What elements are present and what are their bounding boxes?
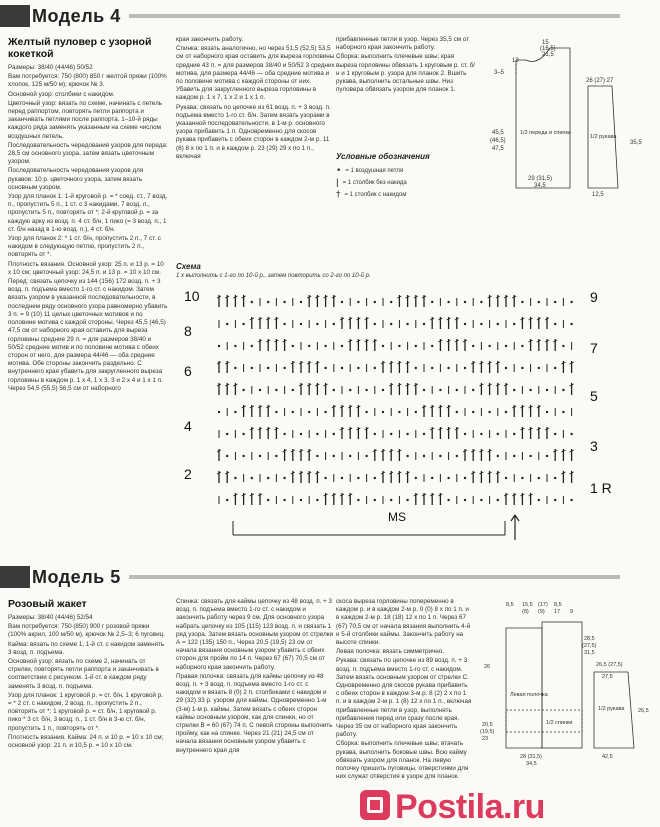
m5-front-outline — [506, 628, 542, 748]
chain-mark — [546, 389, 548, 391]
m4-lbl-455: 45,5 — [492, 130, 504, 136]
chain-mark — [357, 477, 359, 479]
m5-c2-p1: Правая полочка: связать для каймы цепочку из 48 возд. п. + 3 возд. п. подъема вместо 1-го ст. с накидом и вязать 8 (0) 2 п. столбиками с накидом и 29 (32) 33 р. узором для каймы. Одновременно 1-м (3-м) 1-м р. каймы. Затем вязать с обеих сторон каймы основным узором, как для спинки, но от стрелки В = 60 (67) 74 п. С левой стороны выполнить пройму, как на спинке. Через 21 (21) 24,5 см от начала вязания основным узором убавить с внутреннего края для — [176, 672, 333, 754]
chain-mark — [439, 389, 441, 391]
m5-p3: Основной узор: вязать по схеме 2, начинать от стрелки, повторять петли раппорта и заканчивать в соответствии с рисунком. 1-й ст. в каждом ряду заменять 3 возд. п. подъема. — [8, 658, 159, 690]
chain-mark — [570, 301, 572, 303]
chain-mark — [423, 323, 425, 325]
chain-mark — [374, 301, 376, 303]
m4-lbl-16: (16,5) — [540, 46, 556, 52]
chain-mark — [374, 499, 376, 501]
chain-mark — [431, 367, 433, 369]
legend-sc-label: = 1 столбик без накида — [342, 180, 407, 186]
chain-mark — [472, 345, 474, 347]
chain-mark — [300, 499, 302, 501]
chain-mark — [570, 433, 572, 435]
single-crochet-icon: ǀ — [336, 178, 339, 188]
model5-title: Модель 5 — [32, 566, 121, 587]
chain-mark — [324, 477, 326, 479]
chain-mark — [349, 389, 351, 391]
m5-lbl-half-back: 1/2 спинки — [546, 720, 573, 726]
m4-p5: Последовательность чередования узоров для рукавов: 10 р. цветочного узора, затем вязать основным узором. — [8, 167, 144, 191]
chain-mark — [546, 411, 548, 413]
postila-logo-icon — [358, 788, 392, 822]
m4-lbl-35: 3–5 — [494, 70, 505, 76]
row-label-6: 6 — [184, 363, 192, 379]
m4-lbl-15: 15 — [542, 40, 549, 46]
chain-mark — [390, 499, 392, 501]
model5-col3 — [336, 598, 472, 782]
chain-mark — [521, 477, 523, 479]
chain-mark — [226, 455, 228, 457]
model5-schematic — [478, 598, 658, 782]
chain-mark — [365, 455, 367, 457]
chain-mark — [480, 433, 482, 435]
m5-lbl-sleeve: 1/2 рукава — [598, 706, 625, 712]
chain-mark — [251, 345, 253, 347]
chain-mark — [382, 389, 384, 391]
m4-lbl-125: 12,5 — [592, 192, 604, 198]
row-label-4: 4 — [184, 418, 192, 434]
model4-heading: Желтый пуловер с узорной кокеткой — [8, 36, 152, 60]
chain-mark — [406, 323, 408, 325]
model4-title: Модель 4 — [32, 5, 121, 26]
model4-col3 — [336, 36, 476, 95]
m5-back-outline — [542, 622, 582, 748]
chain-mark — [513, 389, 515, 391]
row-label-9: 9 — [590, 289, 598, 305]
m4-p3: Цветочный узор: вязать по схеме, начинать с петель перед раппортом, повторять петли раппорта и заканчивать петлями после раппорта. 1–10-й ряды каждого ряда заменять указанным на схеме числом воздушных петель. — [8, 99, 163, 140]
chain-mark — [431, 301, 433, 303]
chain-mark — [529, 389, 531, 391]
chain-mark — [292, 411, 294, 413]
chain-mark — [390, 301, 392, 303]
chain-mark — [472, 389, 474, 391]
chain-mark — [251, 367, 253, 369]
chain-mark — [554, 499, 556, 501]
m4-c3-p0: прибавленные петли в узор. Через 35,5 см от наборного края закончить работу. — [336, 36, 470, 52]
chain-mark — [497, 455, 499, 457]
m4-lbl-26: 26 (27) 27 — [586, 78, 614, 84]
chain-mark — [562, 389, 564, 391]
chain-mark — [234, 477, 236, 479]
chain-mark — [406, 499, 408, 501]
m5-c2-p0: Спинка: связать для каймы цепочку из 48 возд. п. + 3 возд. п. подъема вместо 1-го ст. с накидом и закончить работу через 9 см. Для основного узора набрать цепочку из 105 (115) 123 возд. п. и связать 1 ряд узора. Затем вязать основным узором от стрелки А = 122 (135) 150 п., Через 20,5 (19,5) 23 см от начала вязания основным узором убавить с обеих сторон для пройм по 14 п. Через 67 (67) 70,5 см от наборного края закончить работу. — [176, 598, 334, 671]
chain-mark — [308, 411, 310, 413]
chain-stitch-icon: • — [336, 166, 342, 176]
chain-mark — [472, 411, 474, 413]
m4-lbl-half: 1/2 переда и спинки — [520, 130, 571, 136]
chain-mark — [562, 345, 564, 347]
chain-mark — [349, 455, 351, 457]
m5-lbl-275: (27,5) — [582, 643, 597, 649]
chain-mark — [242, 433, 244, 435]
m5-lbl-285: 28,5 — [584, 636, 595, 642]
row-label-7: 7 — [590, 340, 598, 356]
m4-p8: Плотность вязания. Основной узор: 25 п. и 13 р. = 10 х 10 см; цветочный узор: 24,5 п. и 13 р. = 10 х 10 см. — [8, 260, 164, 276]
m5-lbl-h: 9 — [570, 609, 574, 615]
chain-mark — [333, 455, 335, 457]
chain-mark — [300, 323, 302, 325]
chain-mark — [439, 455, 441, 457]
chain-mark — [341, 367, 343, 369]
m4-p4: Последовательность чередования узоров для переда: 28,5 см основного узора, затем вязать цветочным узором. — [8, 141, 168, 166]
chain-mark — [218, 411, 220, 413]
legend-title: Условные обозначения — [336, 152, 430, 161]
chain-mark — [333, 323, 335, 325]
m5-lbl-195: (19,5) — [480, 729, 495, 735]
m5-p5: Плотность вязания. Кайма: 24 п. и 10 р. = 10 х 10 см; основной узор: 21 п. и 10,5 р. = 10 х 10 см. — [8, 733, 164, 750]
m5-lbl-23: 23 — [482, 736, 489, 742]
m4-p6: Узор для планок 1: 1-й круговой р. = * соед. ст., 7 возд. п., пропустить 5 п., 1 ст. с 3 накидами, 7 возд. п., пропустить 5 п., повторять от *; 2-й круговой р. = за каждую арку из возд. п. 4 ст. б/н, 1 пико (= 3 возд. п., 1 ст. б/н назад в 1-ю возд. п.), 4 ст. б/н. — [8, 193, 168, 233]
chain-mark — [464, 367, 466, 369]
chain-mark — [431, 477, 433, 479]
m4-c3-p1: Сборка: выполнить плечевые швы; края выреза горловины обвязать 1 круговым р. ст. б/н и 1 круговым р. узора для планок 2. Вшить рукава, выполнить остальные швы. Низ пуловера обвязать узором для планок 1. — [336, 53, 476, 94]
chain-mark — [341, 477, 343, 479]
m5-lbl-f: (9) — [538, 609, 545, 615]
chain-mark — [283, 477, 285, 479]
m5-c3-p1: Левая полочка: вязать симметрично. — [336, 648, 445, 656]
chain-mark — [505, 367, 507, 369]
model5-heading: Розовый жакет — [8, 598, 87, 610]
m4-c2-p0: края закончить работу. — [176, 36, 244, 43]
m4-lbl-345: 34,5 — [534, 183, 546, 189]
chain-mark — [374, 433, 376, 435]
chain-mark — [234, 411, 236, 413]
chain-mark — [554, 301, 556, 303]
chain-mark — [480, 301, 482, 303]
chain-mark — [292, 389, 294, 391]
m4-p1: Вам потребуется: 750 (800) 850 г желтой пряжи (100% хлопок, 125 м/50 м); крючок № 3. — [8, 73, 167, 89]
chain-mark — [218, 345, 220, 347]
legend-item-sc — [336, 178, 407, 188]
chain-mark — [382, 411, 384, 413]
m4-p7: Узор для планок 2: * 1 ст. б/н, пропустить 2 п., 7 ст. с накидом в следующую петлю, пропустить 2 п., повторять от *. — [8, 235, 161, 259]
chain-mark — [226, 433, 228, 435]
chain-mark — [251, 301, 253, 303]
chain-mark — [488, 345, 490, 347]
repeat-label: MS — [388, 510, 406, 524]
m4-body-outline — [516, 48, 570, 188]
chain-mark — [554, 323, 556, 325]
schema-title: Схема — [176, 262, 201, 271]
chain-mark — [554, 477, 556, 479]
chain-mark — [464, 477, 466, 479]
m5-lbl-28: 28 (31,5) — [520, 754, 543, 760]
chain-mark — [308, 345, 310, 347]
chain-mark — [488, 411, 490, 413]
m5-lbl-sl2: 27,5 — [602, 674, 613, 680]
chain-mark — [341, 301, 343, 303]
m5-lbl-345: 34,5 — [526, 761, 537, 767]
row-label-10: 10 — [184, 288, 200, 304]
chain-mark — [341, 345, 343, 347]
legend-dc-label: = 1 столбик с накидом — [344, 192, 407, 198]
m4-c2-p2: Рукава: связать по цепочке из 61 возд. п. + 3 возд. п. подъема вместо 1-го ст. б/н. Затем вязать узорами в указанной последовательности, в 1-м р. основного узора прибавить 1 п. Одновременно для скосов рукава прибавить с обеих сторон в каждом 2-м р. 11 (8) 8 х по 1 п. и в каждом р. 23 (29) 29 х по 1 п., включая — [176, 103, 331, 160]
m4-lbl-465: (46,5) — [490, 138, 506, 144]
crochet-chart — [215, 285, 590, 545]
chain-mark — [283, 433, 285, 435]
chain-mark — [505, 345, 507, 347]
chain-mark — [529, 455, 531, 457]
banner-rule — [129, 575, 620, 579]
legend-chain-label: = 1 воздушная петля — [345, 168, 404, 174]
double-crochet-icon: † — [336, 190, 341, 200]
chain-mark — [447, 367, 449, 369]
banner-bar — [0, 5, 30, 27]
m4-lbl-13: 13 — [512, 58, 519, 64]
chain-mark — [423, 433, 425, 435]
row-label-2: 2 — [184, 466, 192, 482]
chain-mark — [316, 433, 318, 435]
chain-mark — [226, 499, 228, 501]
chain-mark — [562, 411, 564, 413]
chain-mark — [538, 367, 540, 369]
m5-lbl-left-front: Левая полочка — [510, 692, 548, 698]
row-label-8: 8 — [184, 323, 192, 339]
chain-mark — [521, 301, 523, 303]
chain-mark — [398, 345, 400, 347]
chain-mark — [415, 345, 417, 347]
chain-mark — [447, 301, 449, 303]
chain-mark — [283, 367, 285, 369]
chain-mark — [538, 477, 540, 479]
chain-mark — [259, 455, 261, 457]
m5-p2: Кайма: вязать по схеме 1, 1-й ст. с накидом заменять 3 возд. п. подъема. — [8, 640, 165, 656]
chain-mark — [259, 389, 261, 391]
schema-note: 1 х выполнить с 1-го по 10-й р., затем повторить со 2-го по 10-й р. — [176, 273, 371, 279]
chain-mark — [505, 411, 507, 413]
chain-mark — [275, 389, 277, 391]
chain-mark — [324, 367, 326, 369]
m5-lbl-425: 42,5 — [602, 754, 613, 760]
m5-c3-p2: Рукава: связать по цепочке из 89 возд. п. + 3 возд. п. подъема вместо 1-го ст. с накидом. Затем вязать основным узором от стрелки С. Одновременно для скосов рукава прибавить с обеих сторон в каждом 3-м р. 8 (2) 2 х по 1 п. и в каждом 2-м р. 1 (8) 12 х по 1 п., включая прибавленные петли в узор, выполнять прибавления перед или сразу после края. Через 35 см от наборного края закончить работу. — [336, 657, 472, 739]
chain-mark — [423, 389, 425, 391]
chain-mark — [415, 411, 417, 413]
m5-lbl-315: 31,5 — [584, 650, 595, 656]
chain-mark — [365, 411, 367, 413]
m4-p0: Размеры: 38/40 (44/46) 50/52 — [8, 64, 93, 71]
chain-mark — [374, 367, 376, 369]
m5-p4: Узор для планок: 1 круговой р. = ст. б/н, 1 круговой р. = * 2 ст. с накидом, 2 возд. п., пропустить 2 п., повторять от *; 1 круговой р. = ст. б/н, 1 круговой р. пико * 3 ст. б/н, 3 возд. п., 1 ст. б/н в 3-ю ст. б/н, пропустить 1 п., повторять от *. — [8, 691, 163, 732]
chain-mark — [521, 367, 523, 369]
postila-watermark: Postila.ru — [395, 788, 545, 826]
m4-lbl-355: 35,5 — [630, 140, 642, 146]
chain-mark — [333, 389, 335, 391]
chain-mark — [513, 433, 515, 435]
m4-lbl-29: 29 (31,5) — [528, 176, 553, 182]
chain-mark — [324, 411, 326, 413]
chain-mark — [480, 499, 482, 501]
chain-mark — [333, 433, 335, 435]
chain-mark — [275, 411, 277, 413]
chain-mark — [316, 455, 318, 457]
m5-lbl-e: (8) — [522, 609, 529, 615]
chain-mark — [497, 323, 499, 325]
chain-mark — [242, 323, 244, 325]
chain-mark — [283, 323, 285, 325]
m5-lbl-sl1: 26,5 (27,5) — [596, 662, 623, 668]
chain-mark — [497, 499, 499, 501]
chain-mark — [357, 301, 359, 303]
chain-mark — [513, 323, 515, 325]
chain-mark — [415, 367, 417, 369]
chain-mark — [456, 411, 458, 413]
chain-mark — [415, 477, 417, 479]
chain-mark — [267, 477, 269, 479]
m5-lbl-a: 8,5 — [506, 602, 514, 608]
chain-mark — [521, 345, 523, 347]
m5-lbl-b: 15,5 — [522, 602, 533, 608]
chain-mark — [406, 455, 408, 457]
row-label-5: 5 — [590, 388, 598, 404]
m4-c2-p1: Спинка: вязать аналогично, но через 51,5 (52,5) 53,5 см от наборного края оставить для выреза горловины средние 43 п. = для размеров 38/40 и 50/52 3 средних мотива, для размера 44/46 — оба средние мотива и по половине мотива с каждой стороны от них. Убавить для закругленного выреза горловины в каждом р. 1 х 7, 1 х 2 и 1 х 1 п. — [176, 45, 335, 102]
model4-schematic — [478, 38, 658, 198]
m4-lbl-475: 47,5 — [492, 146, 504, 152]
chain-mark — [497, 433, 499, 435]
chain-mark — [546, 455, 548, 457]
m5-lbl-d: 8,5 — [554, 602, 562, 608]
m5-lbl-g: 17 — [554, 609, 561, 615]
chain-mark — [464, 301, 466, 303]
model4-col2 — [176, 36, 336, 162]
chain-mark — [365, 389, 367, 391]
m4-p9: Перед: связать цепочку из 144 (156) 172 возд. п. + 3 возд. п. подъема вместо 1-го ст. с накидом. Затем вязать узором в указанной последовательности, в последнем ряду основного узора равномерно убавить 3 п. = 9 (10) 11 целых цветочных мотивов и по половине мотива с каждой стороны. Через 45,5 (46,5) 47,5 см от наборного края оставить для выреза горловины средние 29 п. = для размеров 38/40 и 50/52 средние мотив и по половине мотива с обеих сторон от него, для размера 44/46 — оба средние мотива. Обе стороны закончить раздельно. С внутреннего края убавить для закругленного выреза горловины в каждом р. 1 х 4, 1 х 3, 3 и 2 х 4 и 1 х 1 п. Через 54,5 (55,5) 56,5 см от наборного — [8, 278, 168, 392]
legend-item-chain — [336, 166, 403, 176]
m5-lbl-c: (17) — [538, 602, 548, 608]
legend-item-dc — [336, 190, 406, 200]
chain-mark — [464, 499, 466, 501]
chain-mark — [275, 455, 277, 457]
chain-mark — [382, 345, 384, 347]
chain-mark — [447, 477, 449, 479]
m4-p2: Основной узор: столбики с накидом. — [8, 90, 115, 98]
chain-mark — [390, 433, 392, 435]
chain-mark — [300, 433, 302, 435]
chain-mark — [357, 499, 359, 501]
chain-mark — [374, 323, 376, 325]
chain-mark — [554, 367, 556, 369]
m4-lbl-21: 21,5 — [542, 52, 554, 58]
chain-mark — [226, 323, 228, 325]
chain-mark — [456, 389, 458, 391]
row-label-1R: 1 R — [590, 480, 612, 496]
model5-col2 — [176, 598, 334, 756]
model5-col1 — [8, 598, 168, 751]
chain-mark — [242, 455, 244, 457]
chain-mark — [242, 389, 244, 391]
chain-mark — [570, 323, 572, 325]
chain-mark — [324, 345, 326, 347]
m5-p0: Размеры: 38/40 (44/46) 52/54 — [8, 614, 93, 621]
m5-lbl-26: 26 — [484, 664, 491, 670]
chain-mark — [316, 499, 318, 501]
chain-mark — [513, 455, 515, 457]
chain-mark — [406, 433, 408, 435]
model5-banner — [0, 566, 420, 588]
chain-mark — [283, 301, 285, 303]
chain-mark — [447, 499, 449, 501]
chain-mark — [267, 499, 269, 501]
chain-mark — [554, 433, 556, 435]
chain-mark — [398, 411, 400, 413]
chain-mark — [374, 477, 376, 479]
chain-mark — [234, 345, 236, 347]
chain-mark — [464, 323, 466, 325]
chain-mark — [300, 301, 302, 303]
chain-mark — [234, 367, 236, 369]
m5-lbl-205: 20,5 — [482, 722, 493, 728]
chain-mark — [357, 367, 359, 369]
chain-mark — [538, 301, 540, 303]
m4-lbl-sleeve: 1/2 рукава — [590, 134, 617, 140]
row-label-3: 3 — [590, 438, 598, 454]
chain-mark — [267, 367, 269, 369]
chain-mark — [480, 323, 482, 325]
chain-mark — [431, 345, 433, 347]
m5-c3-p0: скоса выреза горловины попеременно в каждом р. и в каждом 2-м р. 0 (0) 8 х по 1 п. и в каждом 2-м р. 18 (18) 12 х по 1 п. Через 67 (67) 70,5 см от начала вязания выполнить 4-й и 5-й столбики каймы. Закончить работу на высоте спинки. — [336, 598, 471, 647]
m5-lbl-265: 26,5 — [638, 708, 649, 714]
chain-mark — [316, 323, 318, 325]
chain-mark — [423, 455, 425, 457]
chain-mark — [283, 499, 285, 501]
banner-rule — [129, 14, 620, 18]
m5-c3-p3: Сборка: выполнить плечевые швы; втачать рукава, выполнить боковые швы. Всю кайму обвязать узором для планок. На левую полочку пришить пуговицы, отверстиями для них служат отверстия в узоре для планок. — [336, 740, 469, 781]
chain-mark — [505, 477, 507, 479]
chain-mark — [538, 499, 540, 501]
chain-mark — [251, 477, 253, 479]
chain-mark — [464, 433, 466, 435]
m5-p1: Вам потребуется: 750 (850) 900 г розовой пряжи (100% акрил, 100 м/50 м), крючок № 2,5–3; 6 пуговиц. — [8, 623, 165, 639]
banner-bar — [0, 566, 30, 588]
chain-mark — [390, 323, 392, 325]
model4-col1 — [8, 36, 168, 394]
chain-mark — [456, 455, 458, 457]
chain-mark — [292, 345, 294, 347]
model4-banner — [0, 5, 420, 27]
chain-mark — [267, 301, 269, 303]
chain-mark — [570, 499, 572, 501]
